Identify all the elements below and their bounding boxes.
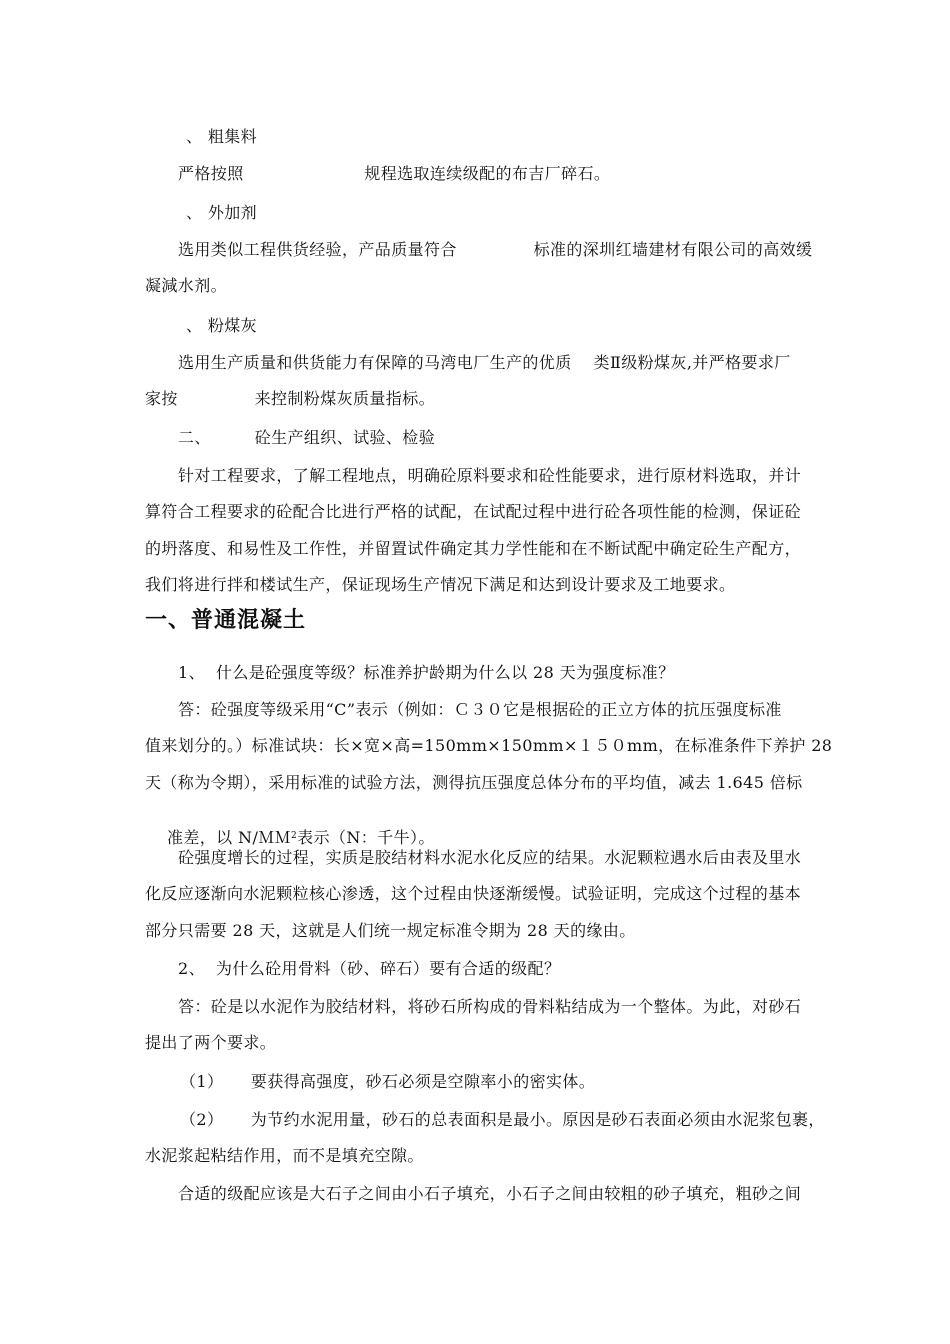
paragraph-line: 我们将进行拌和楼试生产，保证现场生产情况下满足和达到设计要求及工地要求。 [145, 575, 736, 594]
paragraph-line: 严格按照 规程选取连续级配的布吉厂碎石。 [178, 164, 611, 183]
subheading-admixture: 、 外加剂 [186, 203, 258, 222]
paragraph-line: 选用类似工程供货经验，产品质量符合 标准的深圳红墙建材有限公司的高效缓 [178, 240, 813, 259]
paragraph-line: 砼强度增长的过程，实质是胶结材料水泥水化反应的结果。水泥颗粒遇水后由表及里水 [178, 848, 802, 867]
unit-text-tail: 表示（N：千牛）。 [297, 828, 435, 847]
section-heading-production: 二、 砼生产组织、试验、检验 [178, 428, 436, 447]
paragraph-line: 部分只需要 28 天，这就是人们统一规定标准令期为 28 天的缘由。 [145, 921, 636, 940]
unit-text: 准差，以 N/ＭＭ [166, 828, 292, 847]
paragraph-line: 算符合工程要求的砼配合比进行严格的试配，在试配过程中进行砼各项性能的检测，保证砼 [145, 502, 802, 521]
question-1: 1、 什么是砼强度等级？标准养护龄期为什么以 28 天为强度标准？ [178, 663, 675, 682]
paragraph-line: 针对工程要求，了解工程地点，明确砼原料要求和砼性能要求，进行原材料选取，并计 [178, 466, 802, 485]
superscript-2: 2 [291, 831, 298, 841]
paragraph-line: 合适的级配应该是大石子之间由小石子填充，小石子之间由较粗的砂子填充，粗砂之间 [178, 1184, 802, 1203]
requirement-1: （1） 要获得高强度，砂石必须是空隙率小的密实体。 [180, 1072, 596, 1091]
subheading-fly-ash: 、 粉煤灰 [186, 316, 258, 335]
paragraph-line: 凝減水剂。 [145, 276, 228, 295]
paragraph-line: 选用生产质量和供货能力有保障的马湾电厂生产的优质 类Ⅱ级粉煤灰,并严格要求厂 [178, 353, 791, 372]
requirement-2: （2） 为节约水泥用量，砂石的总表面积是最小。原因是砂石表面必须由水泥浆包裹， [180, 1110, 825, 1129]
paragraph-line: 水泥浆起粘结作用，而不是填充空隙。 [145, 1146, 424, 1165]
question-2: 2、 为什么砼用骨料（砂、碎石）要有合适的级配？ [178, 959, 561, 978]
paragraph-line: 家按 来控制粉煤灰质量指标。 [145, 389, 436, 408]
paragraph-line: 天（称为令期），采用标准的试验方法，测得抗压强度总体分布的平均值，减去 1.645 倍标 [145, 773, 803, 792]
paragraph-line: 提出了两个要求。 [145, 1033, 277, 1052]
chapter-heading-ordinary-concrete: 一、普通混凝土 [145, 608, 307, 633]
paragraph-line: 答：砼强度等级采用“C”表示（例如：Ｃ３０它是根据砼的正立方体的抗压强度标准 [178, 700, 782, 719]
subheading-coarse-aggregate: 、 粗集料 [186, 127, 258, 146]
paragraph-line: 值来划分的。）标准试块：长×宽×高=150mm×150mm×１５０mm，在标准条件下养护 28 [145, 736, 833, 755]
paragraph-line: 答：砼是以水泥作为胶结材料，将砂石所构成的骨料粘结成为一个整体。为此，对砂石 [178, 997, 802, 1016]
paragraph-line: 化反应逐渐向水泥颗粒核心渗透，这个过程由快逐渐缓慢。试验证明，完成这个过程的基本 [145, 884, 802, 903]
paragraph-line: 的坍落度、和易性及工作性，并留置试件确定其力学性能和在不断试配中确定砼生产配方， [145, 539, 802, 558]
